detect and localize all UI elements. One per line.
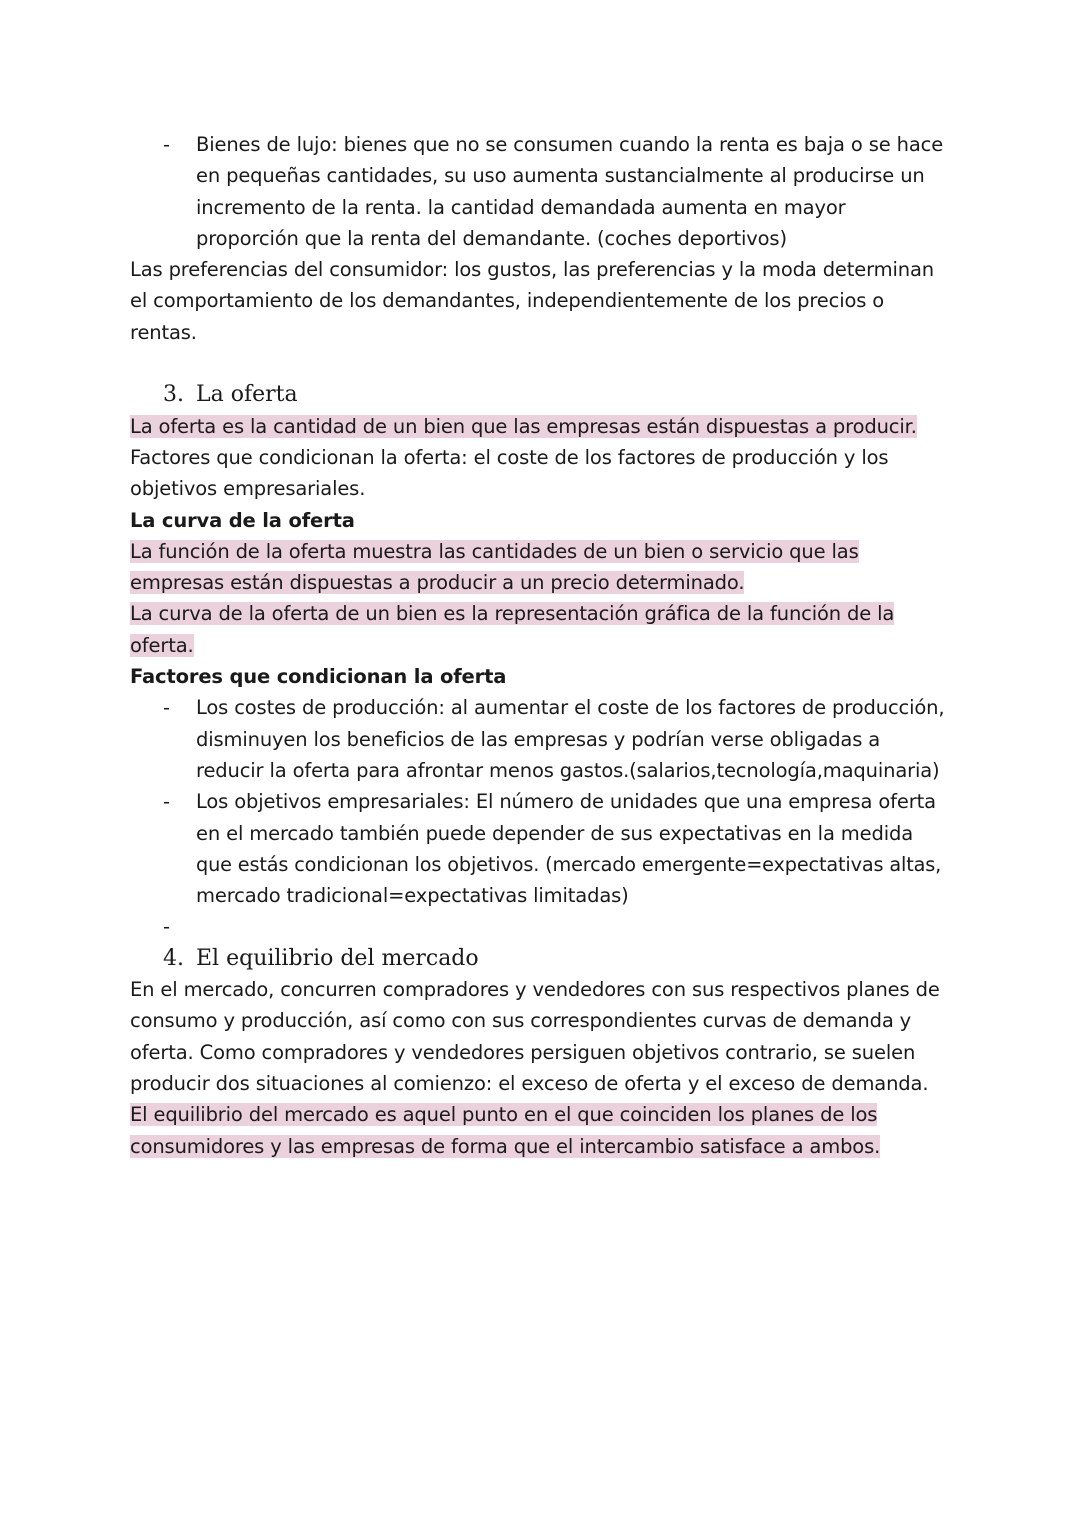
section-heading-equilibrio <box>130 943 950 974</box>
paragraph-preferencias <box>130 254 950 348</box>
paragraph-line: En el mercado, concurren compradores y vendedores con sus respectivos planes de <box>130 978 940 1002</box>
highlighted-line: La función de la oferta muestra las cantidades de un bien o servicio que las <box>130 539 859 563</box>
bullet-text: Bienes de lujo: bienes que no se consumen cuando la renta es baja o se hace <box>196 133 944 156</box>
heading-title: La oferta <box>196 382 298 408</box>
bullet-item-objetivos <box>130 786 950 911</box>
subheading-factores-oferta: Factores que condicionan la oferta <box>130 665 507 689</box>
curva-funcion-definition <box>130 536 950 599</box>
heading-title: El equilibrio del mercado <box>196 945 479 971</box>
bullet-text: Los costes de producción: al aumentar el coste de los factores de producción, <box>196 696 945 720</box>
bullet-text: mercado tradicional=expectativas limitadas) <box>196 884 629 908</box>
paragraph-line: objetivos empresariales. <box>130 477 366 501</box>
paragraph-line: producir dos situaciones al comienzo: el exceso de oferta y el exceso de demanda. <box>130 1071 929 1095</box>
bullet-text: Los objetivos empresariales: El número de unidades que una empresa oferta <box>196 790 936 814</box>
bullet-text: que estás condicionan los objetivos. (mercado emergente=expectativas altas, <box>196 852 942 876</box>
bullet-text: proporción que la renta del demandante. (coches deportivos) <box>196 226 787 250</box>
bullet-text: en el mercado también puede depender de sus expectativas en la medida <box>196 821 914 845</box>
paragraph-line: Las preferencias del consumidor: los gustos, las preferencias y la moda determinan <box>130 258 934 282</box>
highlighted-line: consumidores y las empresas de forma que el intercambio satisface a ambos. <box>130 1134 881 1158</box>
bullet-item-costes <box>130 692 950 786</box>
bullet-item-bienes-lujo <box>130 129 950 254</box>
heading-number: 4. <box>163 945 184 971</box>
paragraph-factores-oferta <box>130 442 950 505</box>
highlighted-line: oferta. <box>130 633 194 657</box>
heading-number: 3. <box>163 382 184 408</box>
paragraph-line: rentas. <box>130 320 197 344</box>
bullet-dash: - <box>163 790 170 814</box>
subheading-curva-oferta: La curva de la oferta <box>130 508 355 532</box>
paragraph-equilibrio <box>130 974 950 1099</box>
document-page <box>130 129 950 1162</box>
bullet-item-empty <box>130 911 950 942</box>
bullet-text: reducir la oferta para afrontar menos gastos.(salarios,tecnología,maquinaria) <box>196 758 940 782</box>
equilibrio-definition <box>130 1099 950 1162</box>
bullet-text: en pequeñas cantidades, su uso aumenta sustancialmente al producirse un <box>196 164 925 188</box>
paragraph-line: oferta. Como compradores y vendedores persiguen objetivos contrario, se suelen <box>130 1040 916 1064</box>
bullet-dash: - <box>163 133 170 156</box>
bullet-dash: - <box>163 915 170 939</box>
section-heading-oferta <box>130 379 950 410</box>
spacer <box>130 348 950 379</box>
highlighted-line: La curva de la oferta de un bien es la representación gráfica de la función de la <box>130 602 895 626</box>
paragraph-line: Factores que condicionan la oferta: el coste de los factores de producción y los <box>130 445 889 469</box>
bullet-text: incremento de la renta. la cantidad demandada aumenta en mayor <box>196 195 846 219</box>
oferta-definition: La oferta es la cantidad de un bien que las empresas están dispuestas a producir. <box>130 414 917 438</box>
highlighted-line: empresas están dispuestas a producir a un precio determinado. <box>130 571 745 595</box>
bullet-text: disminuyen los beneficios de las empresas y podrían verse obligadas a <box>196 727 881 751</box>
curva-oferta-definition <box>130 598 950 661</box>
bullet-dash: - <box>163 696 170 720</box>
highlighted-line: El equilibrio del mercado es aquel punto en el que coinciden los planes de los <box>130 1103 878 1127</box>
paragraph-line: consumo y producción, así como con sus correspondientes curvas de demanda y <box>130 1009 912 1033</box>
paragraph-line: el comportamiento de los demandantes, independientemente de los precios o <box>130 289 885 313</box>
